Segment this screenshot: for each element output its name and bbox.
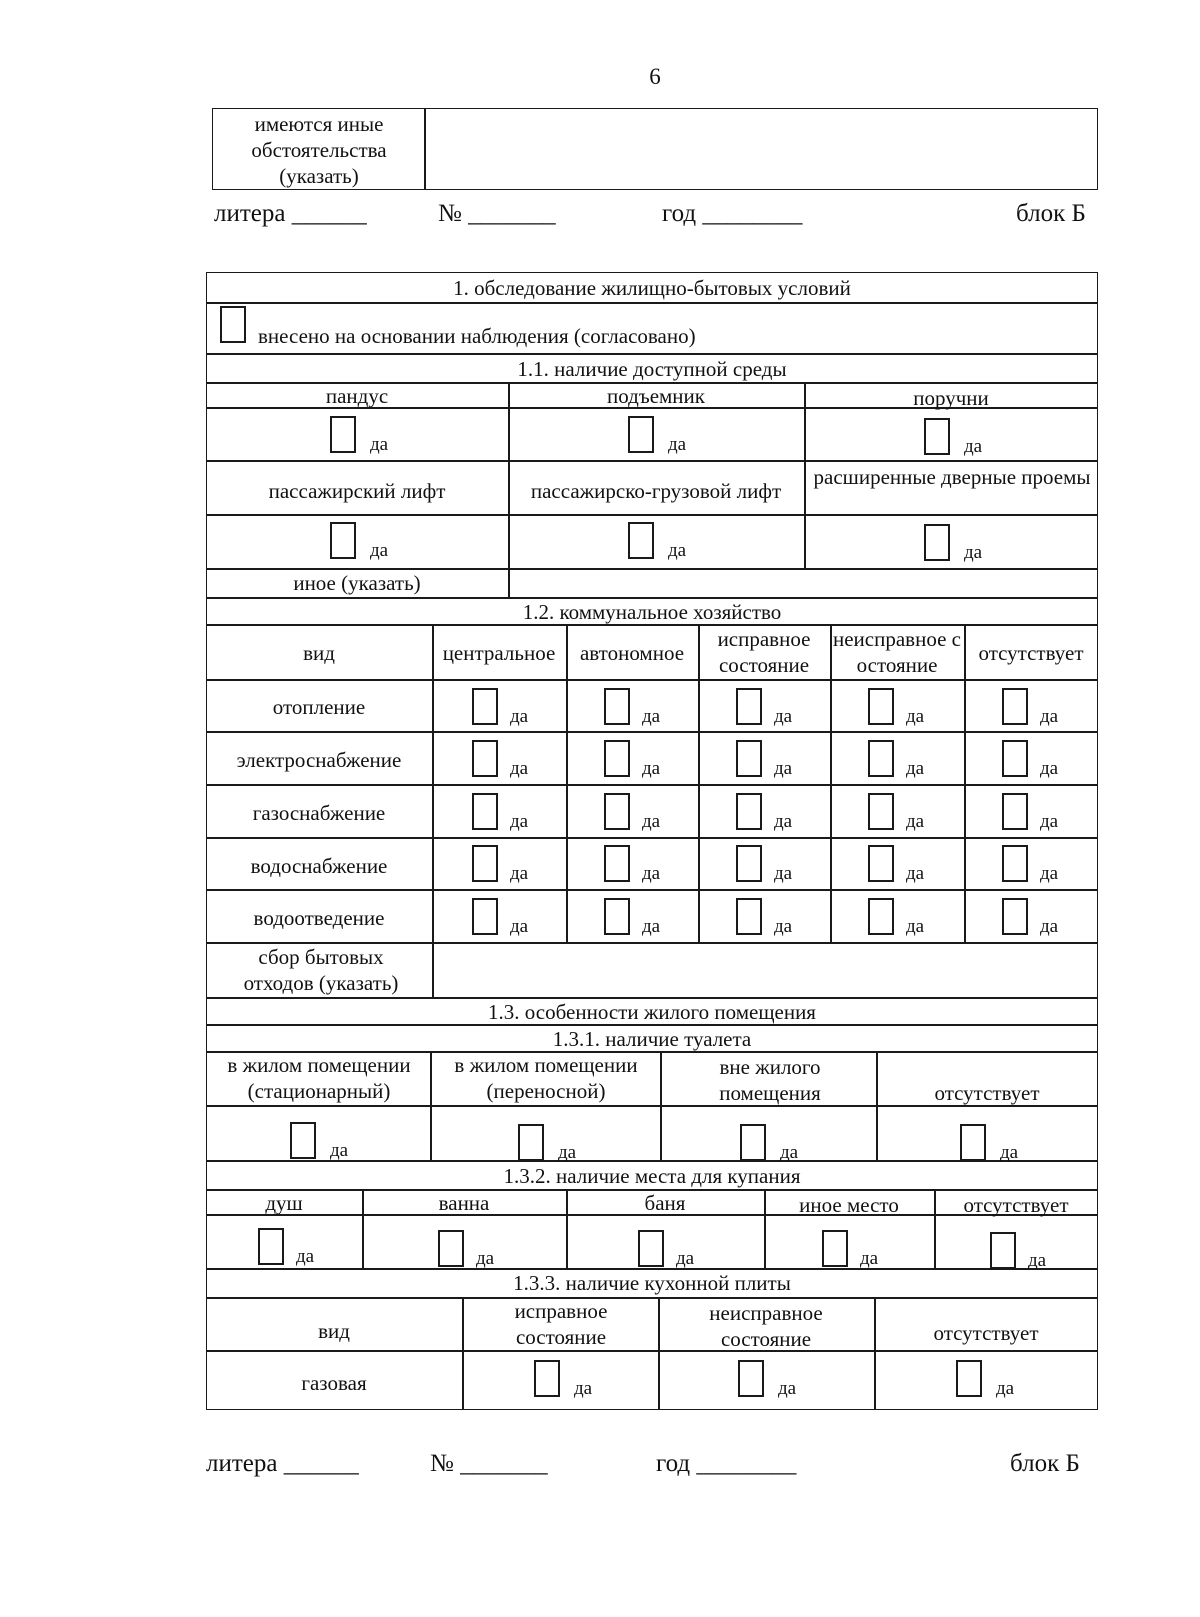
yes-label: да [778,1378,797,1399]
col-working: исправное состояние [717,627,811,677]
section-1-3-3-title: 1.3.3. наличие кухонной плиты [513,1271,791,1295]
bottom-year-field[interactable]: год ________ [656,1450,797,1477]
toilet-portable-label: в жилом помещении (переносной) [454,1053,638,1103]
stove-type-label: вид [318,1319,350,1343]
divider [658,1297,660,1409]
yes-label: да [1040,758,1059,779]
handrails-checkbox[interactable] [924,418,950,455]
yes-label: да [476,1248,495,1269]
yes-label: да [510,758,529,779]
yes-label: да [906,863,925,884]
yes-label: да [1040,916,1059,937]
yes-label: да [510,863,529,884]
observed-label: внесено на основании наблюдения (согласовано) [258,324,696,348]
yes-label: да [642,863,661,884]
wide-doors-label: расширенные дверные проемы [813,465,1091,489]
yes-label: да [1000,1142,1019,1163]
sewage-broken-checkbox[interactable] [868,898,894,935]
passenger-lift-checkbox[interactable] [330,522,356,559]
bath-absent-checkbox[interactable] [990,1232,1016,1269]
divider [430,1051,432,1160]
yes-label: да [510,916,529,937]
bottom-block-label: блок Б [1010,1450,1080,1477]
stove-absent-label: отсутствует [933,1321,1039,1345]
waste-field[interactable] [434,944,1096,996]
heating-central-checkbox[interactable] [472,688,498,725]
electricity-working-checkbox[interactable] [736,740,762,777]
col-broken: неисправное состояние [833,627,961,677]
divider [660,1051,662,1160]
row-line [206,460,1098,462]
lift-platform-label: подъемник [607,384,705,408]
gas-absent-checkbox[interactable] [1002,793,1028,830]
passenger-lift-label: пассажирский лифт [268,479,446,503]
wide-doors-checkbox[interactable] [924,524,950,561]
bath-absent-label: отсутствует [963,1193,1069,1217]
divider [566,624,568,942]
year-field[interactable]: год ________ [662,200,803,227]
number-field[interactable]: № _______ [438,200,556,227]
yes-label: да [774,863,793,884]
toilet-outside-checkbox[interactable] [740,1124,766,1161]
other-circumstances-label: имеются иные обстоятельства (указать) [251,112,387,188]
handrails-label: поручни [913,386,989,410]
yes-label: да [642,706,661,727]
divider [432,624,434,998]
row-line [206,353,1098,355]
block-label: блок Б [1016,200,1086,227]
stove-working-checkbox[interactable] [534,1360,560,1397]
other-access-field[interactable] [510,570,1096,596]
yes-label: да [1040,863,1059,884]
water-working-checkbox[interactable] [736,845,762,882]
cargo-lift-checkbox[interactable] [628,522,654,559]
toilet-absent-label: отсутствует [934,1081,1040,1105]
lift-platform-checkbox[interactable] [628,416,654,453]
row-water: водоснабжение [250,854,388,878]
yes-label: да [510,706,529,727]
divider [964,624,966,942]
page-number: 6 [649,64,661,89]
cargo-lift-label: пассажирско-грузовой лифт [530,479,782,503]
observed-checkbox[interactable] [220,306,246,343]
section-1-title: 1. обследование жилищно-бытовых условий [453,276,851,300]
electricity-broken-checkbox[interactable] [868,740,894,777]
yes-label: да [642,758,661,779]
divider [874,1297,876,1409]
stove-broken-label: неисправное состояние [709,1301,823,1351]
divider [508,382,510,569]
yes-label: да [668,434,687,455]
stove-broken-checkbox[interactable] [738,1360,764,1397]
stove-absent-checkbox[interactable] [956,1360,982,1397]
gas-broken-checkbox[interactable] [868,793,894,830]
stove-working-label: исправное состояние [514,1299,608,1349]
toilet-absent-checkbox[interactable] [960,1124,986,1161]
heating-broken-checkbox[interactable] [868,688,894,725]
row-heating: отопление [272,695,366,719]
yes-label: да [668,540,687,561]
row-line [206,1297,1098,1299]
divider [424,109,426,189]
litera-field[interactable]: литера ______ [214,200,367,227]
col-type: вид [303,641,335,665]
yes-label: да [574,1378,593,1399]
yes-label: да [774,706,793,727]
other-access-label: иное (указать) [293,571,421,595]
yes-label: да [558,1142,577,1163]
waste-label: сбор бытовых отходов (указать) [243,945,399,995]
yes-label: да [1028,1250,1047,1271]
yes-label: да [906,811,925,832]
yes-label: да [964,436,983,457]
yes-label: да [370,540,389,561]
gas-autonomous-checkbox[interactable] [604,793,630,830]
toilet-outside-label: вне жилого помещения [719,1055,821,1105]
yes-label: да [774,916,793,937]
row-line [206,1350,1098,1352]
ramp-checkbox[interactable] [330,416,356,453]
row-line [206,514,1098,516]
bottom-number-field[interactable]: № _______ [430,1450,548,1477]
section-1-2-title: 1.2. коммунальное хозяйство [522,600,782,624]
col-autonomous: автономное [579,641,685,665]
section-1-3-title: 1.3. особенности жилого помещения [488,1000,816,1024]
heating-working-checkbox[interactable] [736,688,762,725]
water-autonomous-checkbox[interactable] [604,845,630,882]
sewage-working-checkbox[interactable] [736,898,762,935]
yes-label: да [296,1246,315,1267]
other-place-checkbox[interactable] [822,1230,848,1267]
electricity-absent-checkbox[interactable] [1002,740,1028,777]
yes-label: да [676,1248,695,1269]
yes-label: да [964,542,983,563]
water-central-checkbox[interactable] [472,845,498,882]
col-central: центральное [442,641,556,665]
gas-stove-label: газовая [301,1371,367,1395]
gas-working-checkbox[interactable] [736,793,762,830]
section-1-1-title: 1.1. наличие доступной среды [517,357,787,381]
row-electricity: электроснабжение [236,748,402,772]
yes-label: да [906,916,925,937]
toilet-portable-checkbox[interactable] [518,1124,544,1161]
bath-label: ванна [438,1191,490,1215]
heating-absent-checkbox[interactable] [1002,688,1028,725]
water-broken-checkbox[interactable] [868,845,894,882]
other-circumstances-field[interactable] [427,111,1095,187]
yes-label: да [510,811,529,832]
divider [462,1297,464,1409]
other-circumstances-table [212,108,1098,190]
ramp-label: пандус [325,384,389,408]
toilet-stationary-label: в жилом помещении (стационарный) [227,1053,411,1103]
yes-label: да [996,1378,1015,1399]
section-1-3-1-title: 1.3.1. наличие туалета [552,1027,752,1051]
other-place-label: иное место [799,1193,899,1217]
heating-autonomous-checkbox[interactable] [604,688,630,725]
yes-label: да [1040,706,1059,727]
sewage-autonomous-checkbox[interactable] [604,898,630,935]
col-absent: отсутствует [978,641,1084,665]
yes-label: да [780,1142,799,1163]
yes-label: да [330,1140,349,1161]
sewage-absent-checkbox[interactable] [1002,898,1028,935]
electricity-central-checkbox[interactable] [472,740,498,777]
yes-label: да [1040,811,1059,832]
yes-label: да [906,758,925,779]
yes-label: да [860,1248,879,1269]
electricity-autonomous-checkbox[interactable] [604,740,630,777]
shower-label: душ [265,1191,303,1215]
yes-label: да [774,811,793,832]
section-1-3-2-title: 1.3.2. наличие места для купания [503,1164,801,1188]
yes-label: да [370,434,389,455]
toilet-stationary-checkbox[interactable] [290,1122,316,1159]
yes-label: да [774,758,793,779]
bottom-litera-field[interactable]: литера ______ [206,1450,359,1477]
row-line [206,302,1098,304]
gas-central-checkbox[interactable] [472,793,498,830]
row-sewage: водоотведение [253,906,385,930]
yes-label: да [642,811,661,832]
bath-checkbox[interactable] [438,1230,464,1267]
row-gas: газоснабжение [252,801,386,825]
sauna-checkbox[interactable] [638,1230,664,1267]
sewage-central-checkbox[interactable] [472,898,498,935]
water-absent-checkbox[interactable] [1002,845,1028,882]
shower-checkbox[interactable] [258,1228,284,1265]
yes-label: да [642,916,661,937]
sauna-label: баня [644,1191,686,1215]
yes-label: да [906,706,925,727]
